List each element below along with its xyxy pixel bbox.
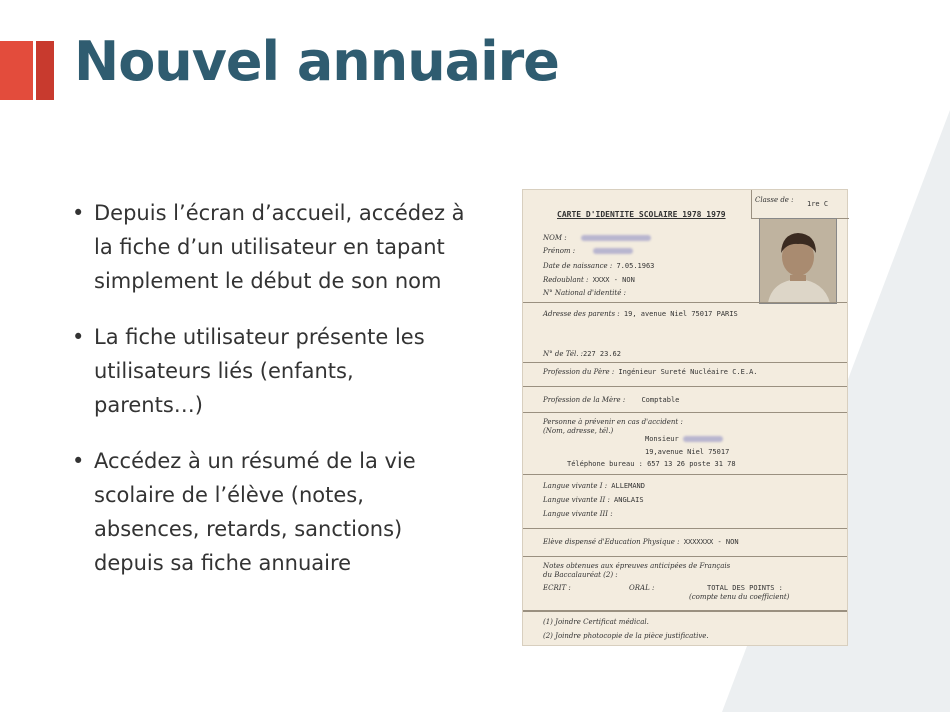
card-langue2-label: Langue vivante II : bbox=[543, 496, 610, 504]
card-header: CARTE D'IDENTITE SCOLAIRE 1978 1979 bbox=[557, 210, 726, 219]
title-accent-bar bbox=[0, 41, 33, 100]
bullet-item: • La fiche utilisateur présente les utilisateurs liés (enfants, parents…) bbox=[70, 320, 465, 422]
card-adresse-value: 19, avenue Niel 75017 PARIS bbox=[623, 310, 738, 318]
bullet-item: • Accédez à un résumé de la vie scolaire de l’élève (notes, absences, retards, sanctions) depuis sa fiche annuaire bbox=[70, 444, 465, 580]
card-tel-value: 227 23.62 bbox=[583, 350, 621, 358]
school-id-card-image bbox=[522, 189, 848, 646]
card-oral-label: ORAL : bbox=[629, 584, 655, 592]
card-langue2-value: ANGLAIS bbox=[614, 496, 644, 504]
card-mere-value: Comptable bbox=[641, 396, 680, 404]
card-dispense-value: XXXXXXX - NON bbox=[683, 538, 739, 546]
card-nom-label: NOM : bbox=[543, 234, 567, 242]
redacted-contact-name bbox=[683, 436, 723, 442]
bullet-item: • Depuis l’écran d’accueil, accédez à la fiche d’un utilisateur en tapant simplement le début de son nom bbox=[70, 196, 465, 298]
title-accent-bar-secondary bbox=[36, 41, 54, 100]
card-footnote-2: (2) Joindre photocopie de la pièce justificative. bbox=[543, 632, 709, 640]
card-prevenir-sub: (Nom, adresse, tél.) bbox=[543, 427, 614, 435]
card-tel-label: N° de Tél. : bbox=[543, 350, 584, 358]
card-mere-label: Profession de la Mère : bbox=[543, 396, 626, 404]
card-classe-value: 1re C bbox=[807, 200, 829, 208]
card-prevenir-adresse: 19,avenue Niel 75017 bbox=[645, 448, 730, 456]
card-footnote-1: (1) Joindre Certificat médical. bbox=[543, 618, 649, 626]
card-prenom-label: Prénom : bbox=[543, 247, 576, 255]
redacted-name bbox=[581, 235, 651, 241]
card-langue1-value: ALLEMAND bbox=[611, 482, 645, 490]
card-prevenir-nom: Monsieur bbox=[645, 435, 679, 443]
card-prevenir-label: Personne à prévenir en cas d'accident : bbox=[543, 418, 683, 426]
card-adresse-label: Adresse des parents : bbox=[543, 310, 620, 318]
card-total-label: TOTAL DES POINTS : bbox=[707, 584, 783, 592]
card-notes-label2: du Baccalauréat (2) : bbox=[543, 571, 618, 579]
card-naissance-value: 7.05.1963 bbox=[616, 262, 655, 270]
card-pere-label: Profession du Père : bbox=[543, 368, 615, 376]
student-photo bbox=[759, 218, 837, 304]
card-langue3-label: Langue vivante III : bbox=[543, 510, 613, 518]
card-redoublant-label: Redoublant : bbox=[543, 276, 589, 284]
card-national-label: N° National d'identité : bbox=[543, 289, 626, 297]
card-ecrit-label: ECRIT : bbox=[543, 584, 571, 592]
card-langue1-label: Langue vivante I : bbox=[543, 482, 608, 490]
card-classe-label: Classe de : bbox=[755, 196, 794, 204]
card-naissance-label: Date de naissance : bbox=[543, 262, 613, 270]
card-dispense-label: Elève dispensé d'Education Physique : bbox=[543, 538, 680, 546]
card-prevenir-tel: Téléphone bureau : 657 13 26 poste 31 78 bbox=[567, 460, 736, 468]
card-total-sub: (compte tenu du coefficient) bbox=[689, 593, 790, 601]
card-pere-value: Ingénieur Sureté Nucléaire C.E.A. bbox=[618, 368, 758, 376]
card-notes-label: Notes obtenues aux épreuves anticipées de Français bbox=[543, 562, 731, 570]
redacted-firstname bbox=[593, 248, 633, 254]
slide-title: Nouvel annuaire bbox=[74, 30, 559, 93]
card-redoublant-value: XXXX - NON bbox=[592, 276, 635, 284]
bullet-list bbox=[70, 196, 465, 602]
